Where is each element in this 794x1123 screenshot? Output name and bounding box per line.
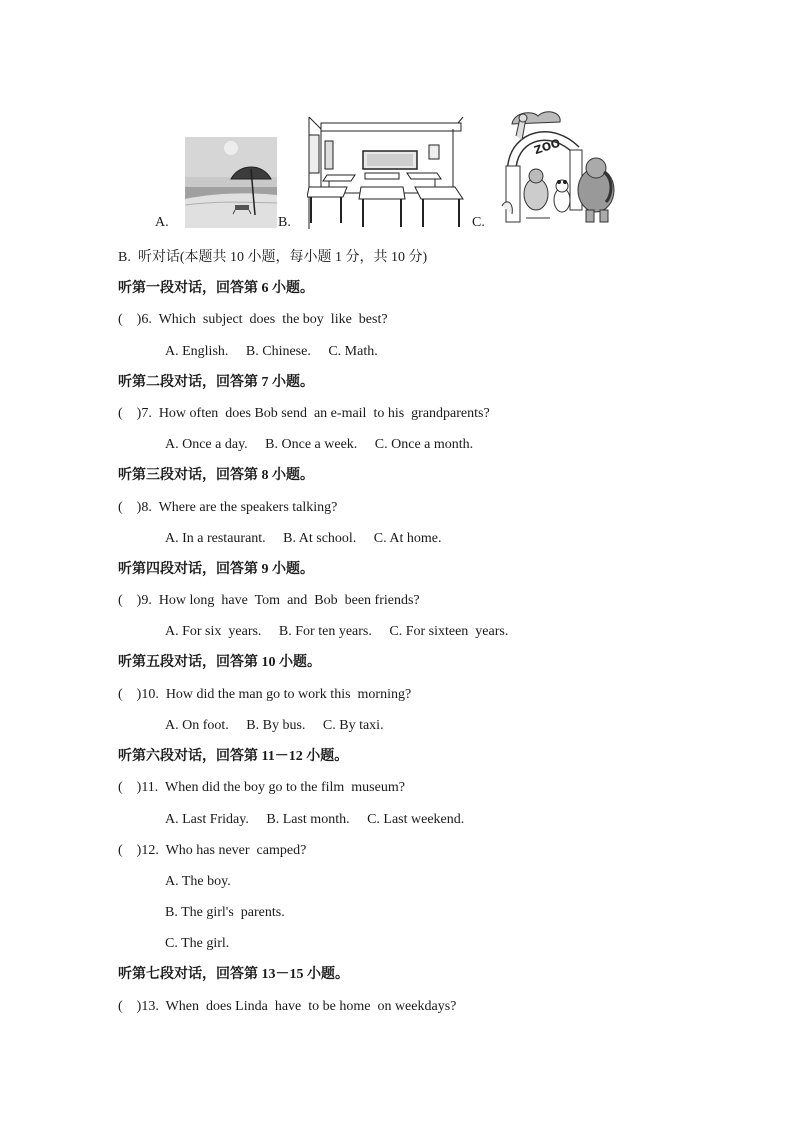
question-12-option-b: B. The girl's parents. (165, 905, 285, 920)
question-12-option-a: A. The boy. (165, 874, 231, 889)
dialogue-2-heading: 听第二段对话，回答第 7 小题。 (118, 375, 314, 390)
question-8-options: A. In a restaurant. B. At school. C. At home. (165, 531, 442, 546)
beach-umbrella-icon (185, 137, 277, 228)
zoo-sign: ZOO (532, 136, 562, 158)
question-10: ( )10. How did the man go to work this morning? (118, 687, 412, 702)
question-10-options: A. On foot. B. By bus. C. By taxi. (165, 718, 384, 733)
question-11: ( )11. When did the boy go to the film museum? (118, 780, 405, 795)
classroom-icon (307, 115, 465, 229)
question-12: ( )12. Who has never camped? (118, 843, 307, 858)
dialogue-7-heading: 听第七段对话，回答第 13－15 小题。 (118, 967, 349, 982)
dialogue-6-heading: 听第六段对话，回答第 11－12 小题。 (118, 749, 349, 764)
option-a-label: A. (155, 215, 169, 230)
question-9-options: A. For six years. B. For ten years. C. For sixteen years. (165, 624, 509, 639)
question-9: ( )9. How long have Tom and Bob been friends? (118, 593, 420, 608)
option-b-label: B. (278, 215, 291, 230)
question-7-options: A. Once a day. B. Once a week. C. Once a month. (165, 437, 474, 452)
question-8: ( )8. Where are the speakers talking? (118, 500, 338, 515)
question-6: ( )6. Which subject does the boy like best? (118, 312, 388, 327)
question-6-options: A. English. B. Chinese. C. Math. (165, 344, 378, 359)
question-11-options: A. Last Friday. B. Last month. C. Last weekend. (165, 812, 465, 827)
dialogue-3-heading: 听第三段对话，回答第 8 小题。 (118, 468, 314, 483)
dialogue-1-heading: 听第一段对话，回答第 6 小题。 (118, 281, 314, 296)
question-13: ( )13. When does Linda have to be home on weekdays? (118, 999, 457, 1014)
question-12-option-c: C. The girl. (165, 936, 230, 951)
dialogue-5-heading: 听第五段对话，回答第 10 小题。 (118, 655, 321, 670)
question-7: ( )7. How often does Bob send an e-mail to his grandparents? (118, 406, 490, 421)
zoo-entrance-icon (492, 106, 618, 230)
option-c-label: C. (472, 215, 485, 230)
dialogue-4-heading: 听第四段对话，回答第 9 小题。 (118, 562, 314, 577)
section-b-heading: B. 听对话(本题共 10 小题，每小题 1 分，共 10 分) (118, 250, 428, 265)
